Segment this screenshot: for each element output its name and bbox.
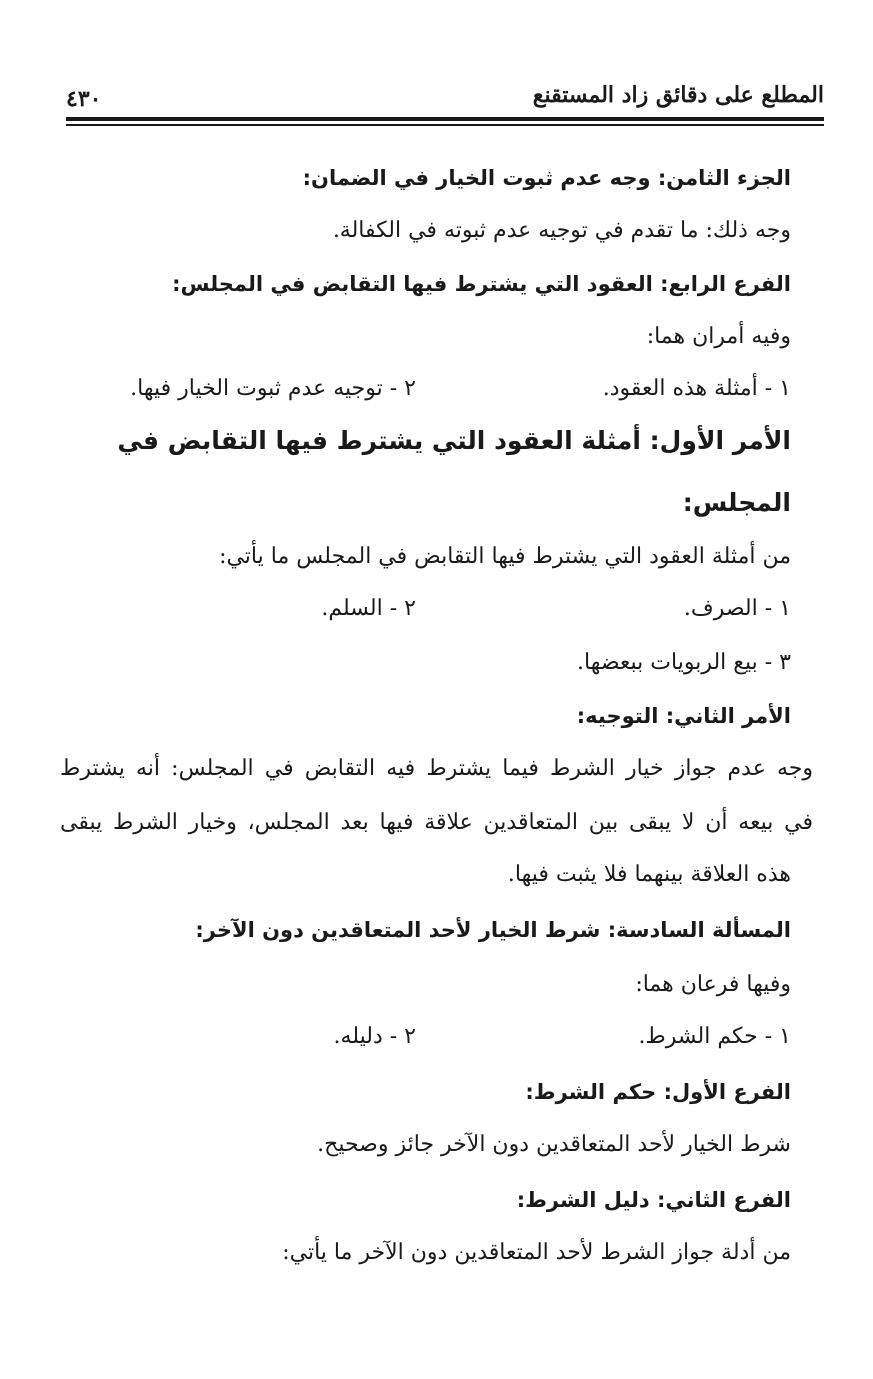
list-item: ١ - حكم الشرط. [638, 1024, 791, 1049]
list-item: ٣ - بيع الربويات ببعضها. [577, 650, 791, 675]
heading-matter-one-cont: المجلس: [682, 488, 791, 517]
list-item: ٢ - توجيه عدم ثبوت الخيار فيها. [130, 376, 416, 401]
heading-branch-four: الفرع الرابع: العقود التي يشترط فيها التقابض في المجلس: [172, 272, 791, 296]
heading-branch-two: الفرع الثاني: دليل الشرط: [516, 1188, 791, 1212]
paragraph-part-eight: وجه ذلك: ما تقدم في توجيه عدم ثبوته في الكفالة. [332, 218, 791, 243]
list-item: ٢ - السلم. [321, 596, 416, 621]
heading-part-eight: الجزء الثامن: وجه عدم ثبوت الخيار في الضمان: [302, 166, 791, 190]
list-item: ٢ - دليله. [333, 1024, 416, 1049]
paragraph-two-matters: وفيه أمران هما: [646, 324, 791, 349]
running-header [66, 82, 824, 112]
paragraph-branch-two: من أدلة جواز الشرط لأحد المتعاقدين دون الآخر ما يأتي: [282, 1240, 791, 1265]
header-rule-thick [66, 117, 824, 121]
page-number: ٤٣٠ [66, 86, 102, 112]
heading-matter-one: الأمر الأول: أمثلة العقود التي يشترط فيها التقابض في [117, 426, 791, 455]
heading-branch-one: الفرع الأول: حكم الشرط: [525, 1080, 791, 1104]
list-branches [31, 1024, 791, 1056]
header-rule-thin [66, 124, 824, 126]
paragraph-two-branches: وفيها فرعان هما: [635, 972, 791, 997]
heading-matter-two: الأمر الثاني: التوجيه: [576, 704, 791, 728]
list-matters [31, 376, 791, 408]
paragraph-justification-line-3: هذه العلاقة بينهما فلا يثبت فيها. [507, 862, 791, 887]
list-item: ١ - الصرف. [683, 596, 791, 621]
paragraph-branch-one: شرط الخيار لأحد المتعاقدين دون الآخر جائز وصحيح. [317, 1132, 791, 1157]
paragraph-justification-line-2: في بيعه أن لا يبقى بين المتعاقدين علاقة فيها بعد المجلس، وخيار الشرط يبقى [60, 810, 813, 835]
list-item: ١ - أمثلة هذه العقود. [602, 376, 791, 401]
paragraph-justification-line-1: وجه عدم جواز خيار الشرط فيما يشترط فيه التقابض في المجلس: أنه يشترط [60, 756, 813, 781]
heading-issue-six: المسألة السادسة: شرط الخيار لأحد المتعاقدين دون الآخر: [195, 918, 791, 942]
list-examples [31, 596, 791, 628]
book-title: المطلع على دقائق زاد المستقنع [532, 82, 824, 108]
paragraph-examples: من أمثلة العقود التي يشترط فيها التقابض في المجلس ما يأتي: [219, 544, 791, 569]
